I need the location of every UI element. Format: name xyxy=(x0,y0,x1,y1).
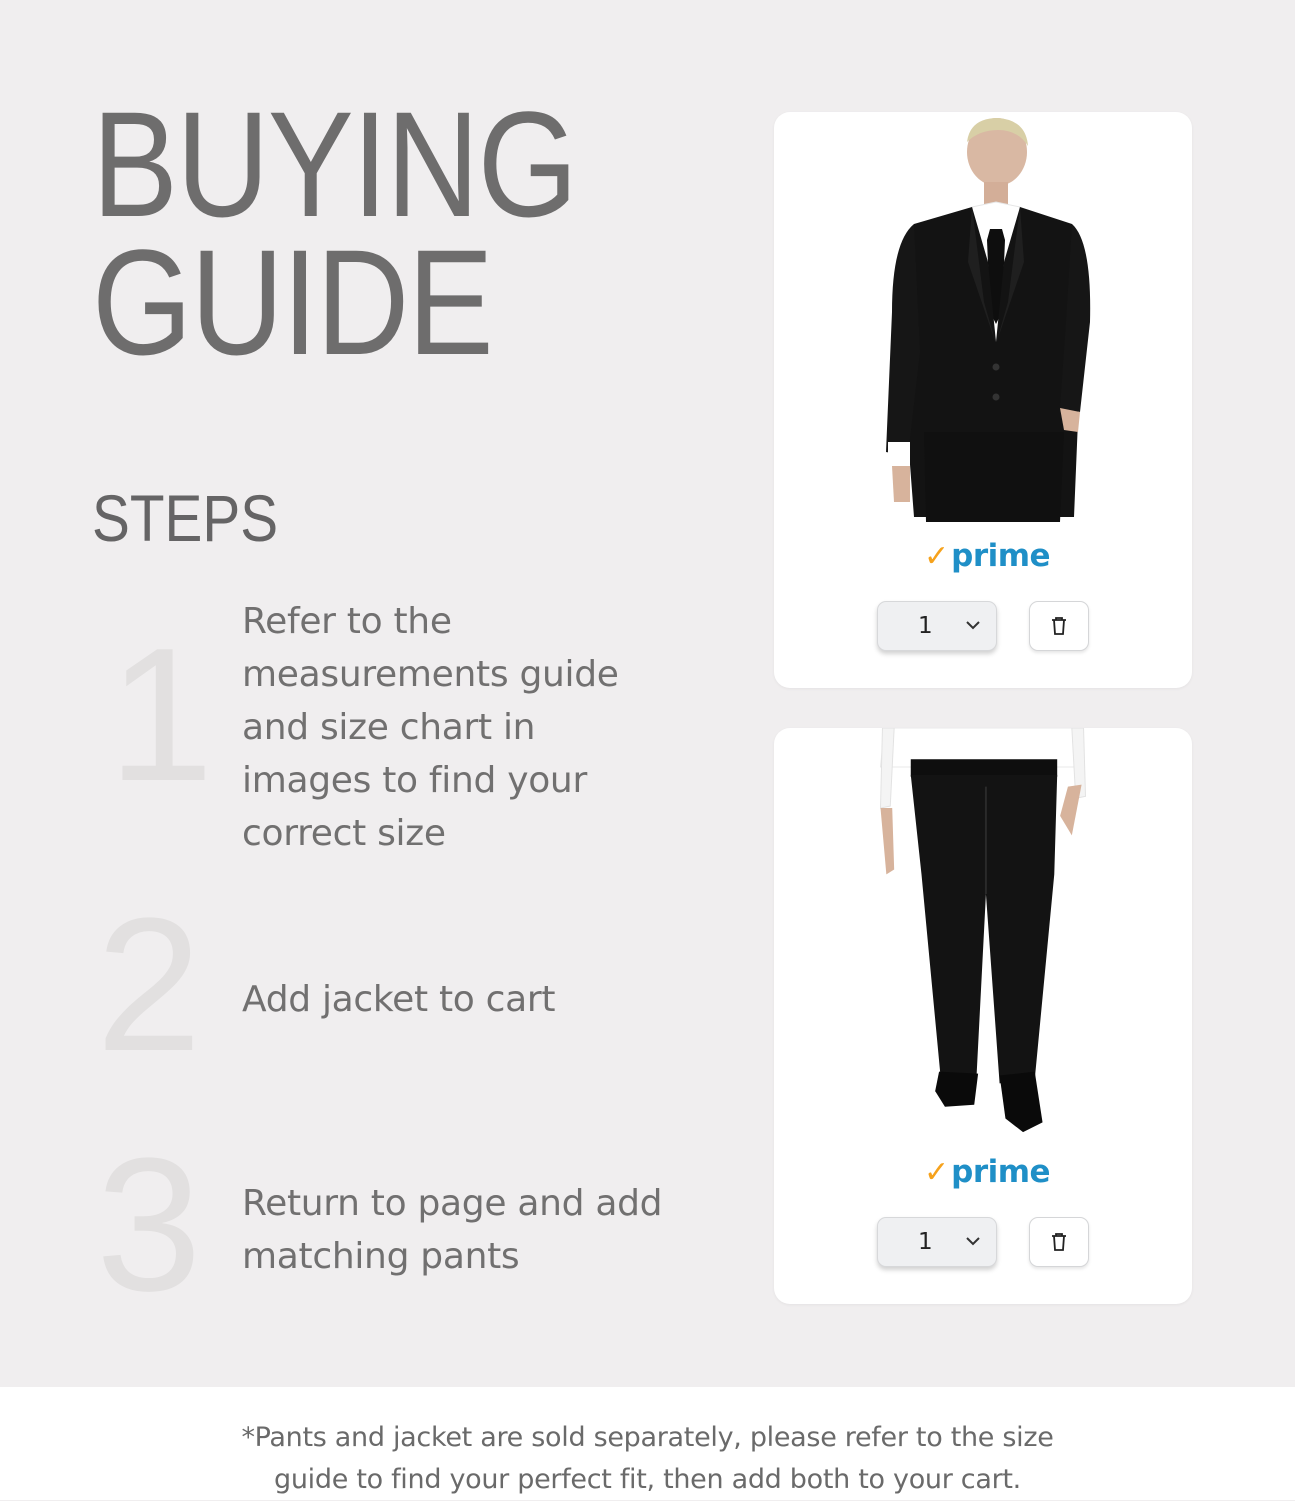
prime-check-icon: ✓ xyxy=(924,1155,950,1190)
jacket-model-image xyxy=(774,112,1192,522)
delete-button[interactable] xyxy=(1029,601,1089,651)
title-line-1: BUYING xyxy=(92,80,577,248)
prime-label: prime xyxy=(951,538,1051,574)
quantity-value: 1 xyxy=(918,1229,933,1255)
step-number-3: 3 xyxy=(96,1119,202,1331)
footer-line-1: *Pants and jacket are sold separately, please refer to the size xyxy=(241,1422,1054,1453)
step-text-2: Add jacket to cart xyxy=(242,979,556,1020)
step-number-2: 2 xyxy=(96,879,202,1091)
chevron-down-icon xyxy=(965,619,981,631)
quantity-value: 1 xyxy=(918,613,933,639)
footer-note xyxy=(0,1387,1295,1500)
prime-badge xyxy=(924,1156,1050,1188)
pants-model-image xyxy=(774,728,1192,1138)
step-number-1: 1 xyxy=(108,609,214,821)
step-text-3: Return to page and add matching pants xyxy=(242,1183,663,1277)
prime-check-icon: ✓ xyxy=(924,539,950,574)
trash-icon xyxy=(1050,1232,1068,1252)
chevron-down-icon xyxy=(965,1235,981,1247)
pants-product-card xyxy=(774,728,1192,1304)
prime-label: prime xyxy=(951,1154,1051,1190)
delete-button[interactable] xyxy=(1029,1217,1089,1267)
trash-icon xyxy=(1050,616,1068,636)
prime-badge xyxy=(924,540,1050,572)
jacket-product-card xyxy=(774,112,1192,688)
steps-heading: STEPS xyxy=(92,481,279,555)
title-line-2: GUIDE xyxy=(92,218,492,386)
footer-text xyxy=(0,1417,1295,1501)
footer-line-2: guide to find your perfect fit, then add both to your cart. xyxy=(274,1464,1021,1495)
step-text-1: Refer to the measurements guide and size chart in images to find your correct size xyxy=(242,601,619,854)
quantity-dropdown[interactable] xyxy=(877,601,997,651)
page-title xyxy=(92,80,577,386)
quantity-dropdown[interactable] xyxy=(877,1217,997,1267)
